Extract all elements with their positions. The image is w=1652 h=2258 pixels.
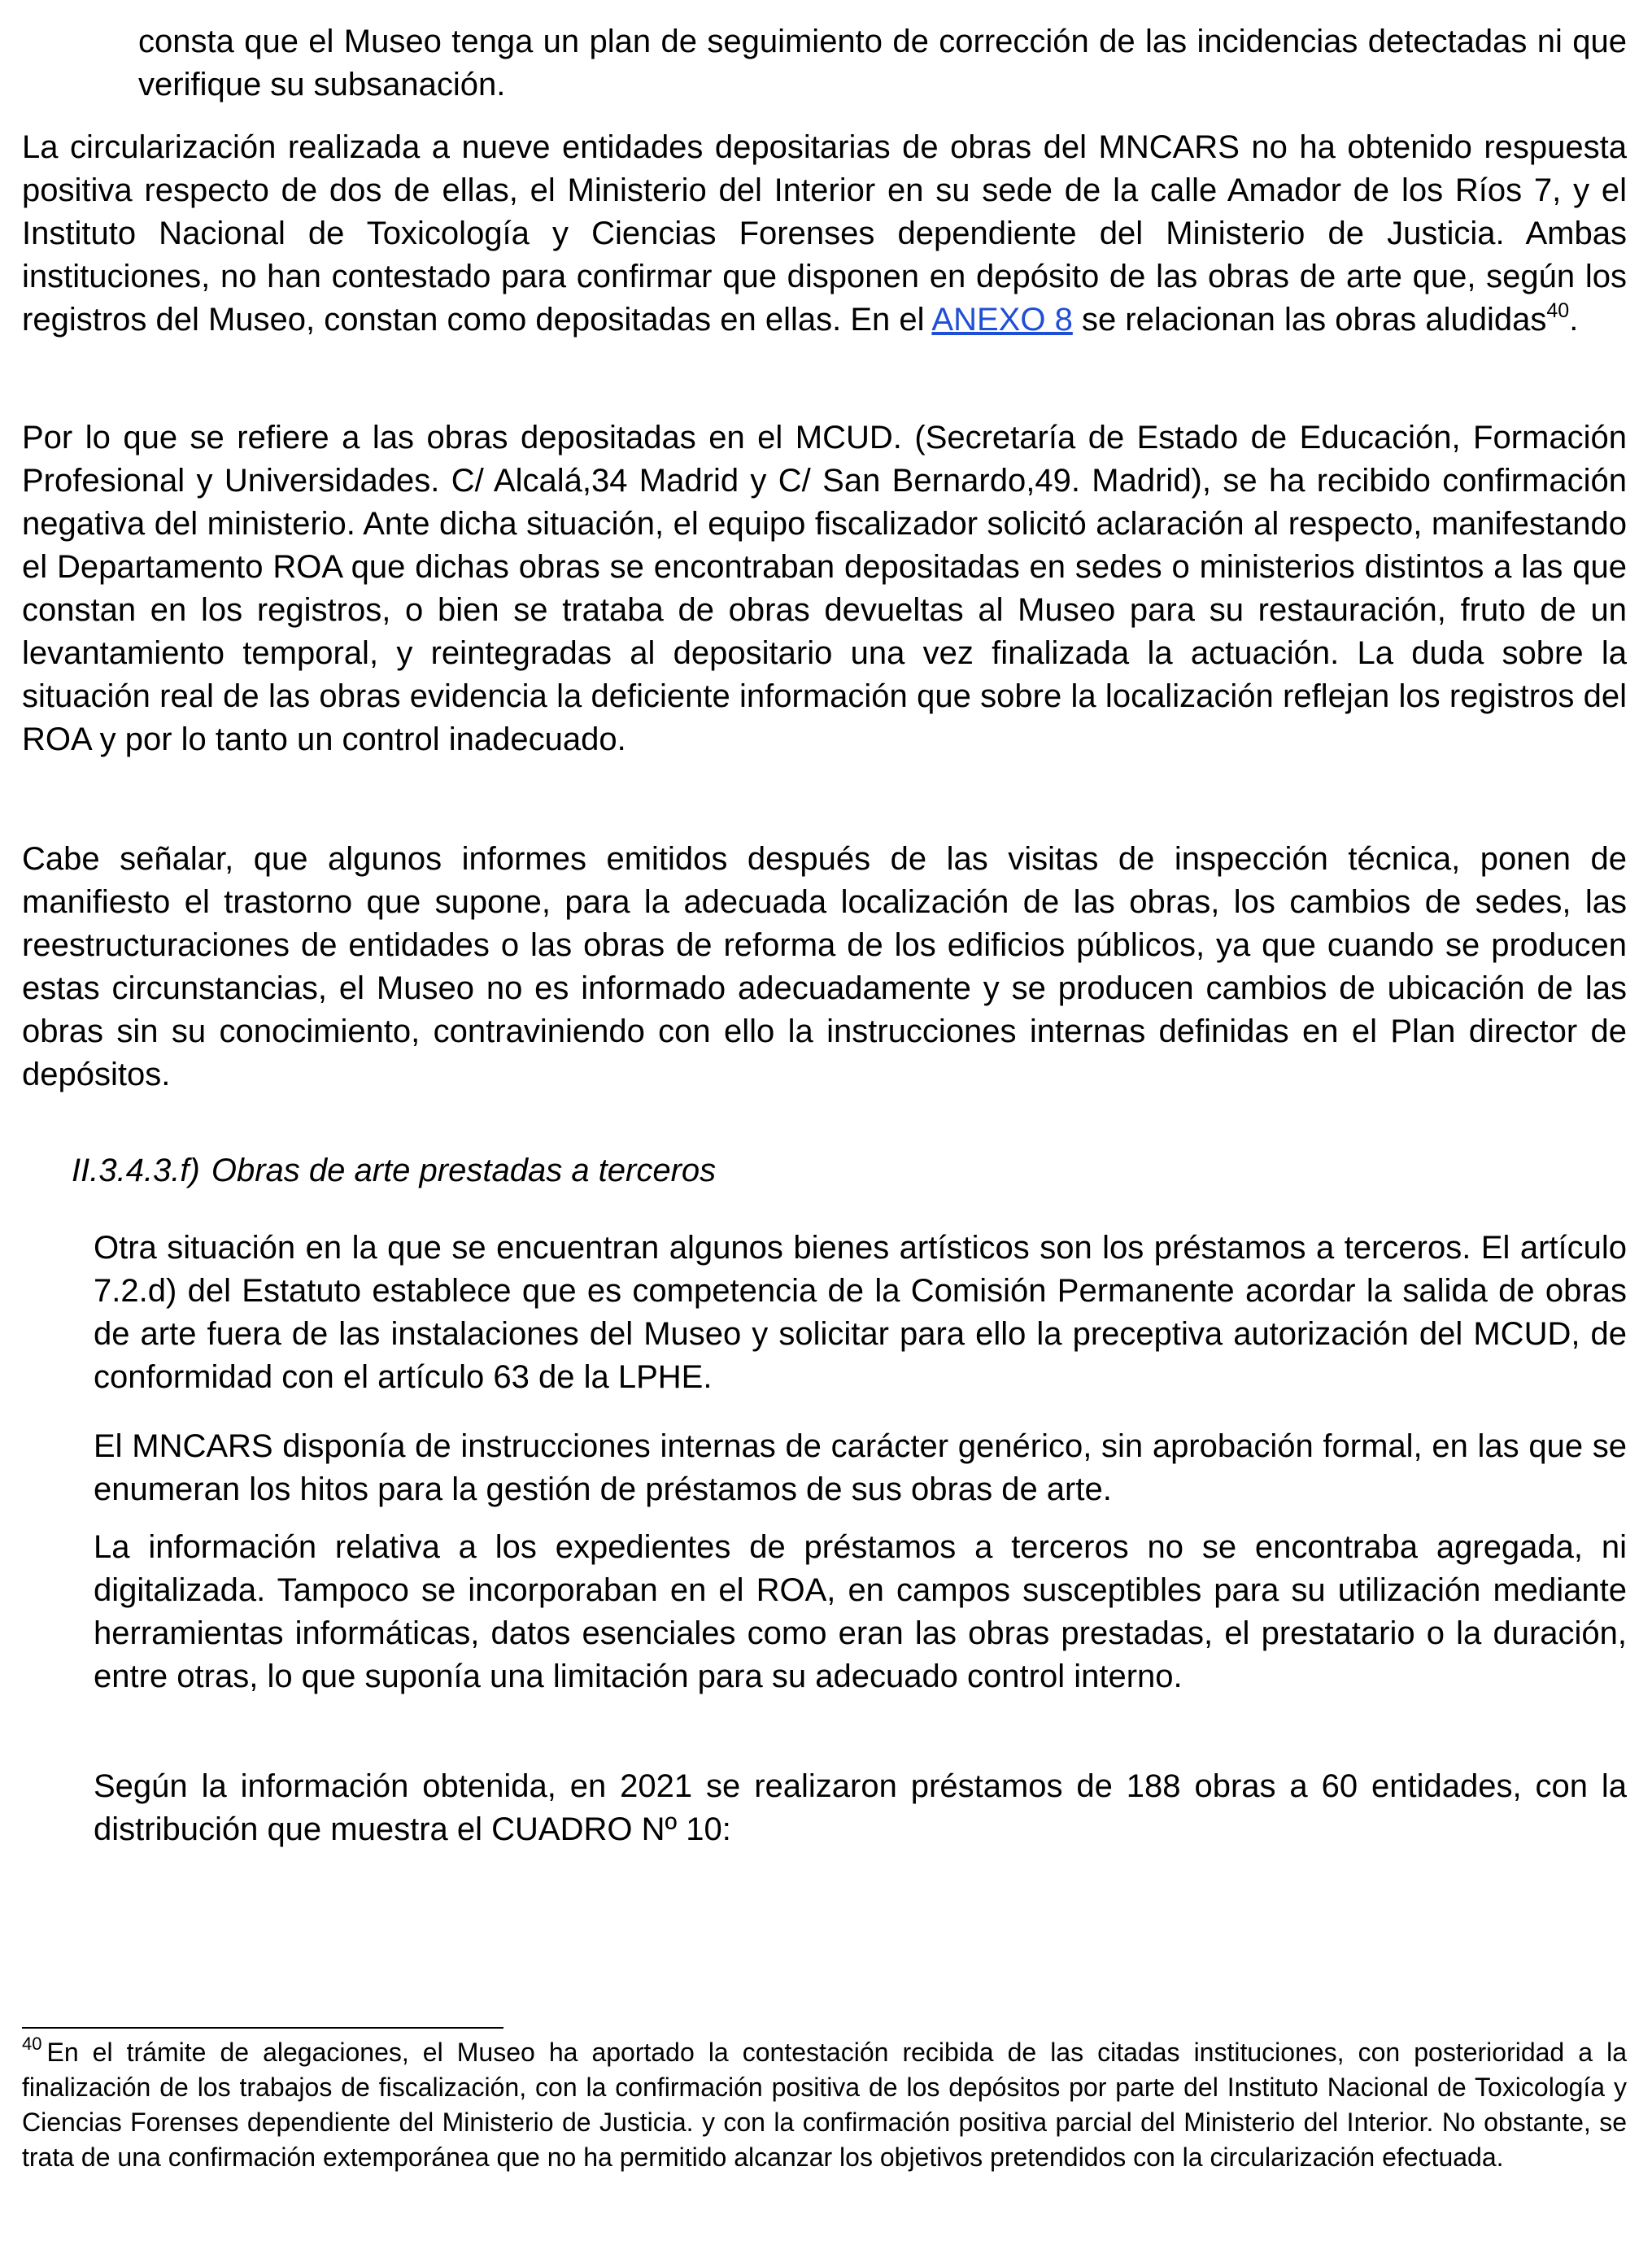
paragraph-mcud-deposits: Por lo que se refiere a las obras depositadas en el MCUD. (Secretaría de Estado de Educación, Formación Profesional y Universidades. C/ Alcalá,34 Madrid y C/ San Bernardo,49. Madrid), se ha recibido confirmación negativa del ministerio. Ante dicha situación, el equipo fiscalizador solicitó aclaración al respecto, manifestando el Departamento ROA que dichas obras se encontraban depositadas en sedes o ministerios distintos a las que constan en los registros, o bien se trataba de obras devueltas al Museo para su restauración, fruto de un levantamiento temporal, y reintegradas al depositario una vez finalizada la actuación. La duda sobre la situación real de las obras evidencia la deficiente información que sobre la localización reflejan los registros del ROA y por lo tanto un control inadecuado. bbox=[22, 420, 1627, 757]
annex-8-link[interactable]: ANEXO 8 bbox=[931, 302, 1073, 338]
footnote-divider bbox=[22, 2027, 503, 2029]
footnote-text: En el trámite de alegaciones, el Museo ha aportado la contestación recibida de las citadas instituciones, con posterioridad a la finalización de los trabajos de fiscalización, con la confirmación positiva de los depósitos por parte del Instituto Nacional de Toxicología y Ciencias Forenses dependiente del Ministerio de Justicia. y con la confirmación positiva parcial del Ministerio del Interior. No obstante, se trata de una confirmación extemporánea que no ha permitido alcanzar los objetivos pretendidos con la circularización efectuada. bbox=[22, 2038, 1627, 2172]
section-number: II.3.4.3.f) bbox=[72, 1153, 200, 1188]
footnote bbox=[22, 2035, 1627, 2175]
footnote-reference[interactable]: 40 bbox=[1546, 299, 1570, 322]
paragraph-continuation: consta que el Museo tenga un plan de seguimiento de corrección de las incidencias detectadas ni que verifique su subsanación. bbox=[138, 24, 1627, 102]
paragraph-text: La circularización realizada a nueve entidades depositarias de obras del MNCARS no ha obtenido respuesta positiva respecto de dos de ellas, el Ministerio del Interior en su sede de la calle Amador de los Ríos 7, y el Instituto Nacional de Toxicología y Ciencias Forenses dependiente del Ministerio de Justicia. Ambas instituciones, no han contestado para confirmar que disponen en depósito de las obras de arte que, según los registros del Museo, constan como depositadas en ellas. En el bbox=[22, 129, 1627, 338]
paragraph-loan-statistics: Según la información obtenida, en 2021 se realizaron préstamos de 188 obras a 60 entidades, con la distribución que muestra el CUADRO Nº 10: bbox=[94, 1768, 1627, 1847]
paragraph-internal-instructions: El MNCARS disponía de instrucciones internas de carácter genérico, sin aprobación formal, en las que se enumeran los hitos para la gestión de préstamos de sus obras de arte. bbox=[94, 1428, 1627, 1507]
paragraph-text: se relacionan las obras aludidas bbox=[1072, 302, 1547, 338]
paragraph-circularization bbox=[22, 126, 1627, 342]
paragraph-inspection-reports: Cabe señalar, que algunos informes emitidos después de las visitas de inspección técnica, ponen de manifiesto el trastorno que supone, para la adecuada localización de las obras, los cambios de sedes, las reestructuraciones de entidades o las obras de reforma de los edificios públicos, ya que cuando se producen estas circunstancias, el Museo no es informado adecuadamente y se producen cambios de ubicación de las obras sin su conocimiento, contraviniendo con ello la instrucciones internas definidas en el Plan director de depósitos. bbox=[22, 841, 1627, 1092]
paragraph-loans-intro: Otra situación en la que se encuentran algunos bienes artísticos son los préstamos a terceros. El artículo 7.2.d) del Estatuto establece que es competencia de la Comisión Permanente acordar la salida de obras de arte fuera de las instalaciones del Museo y solicitar para ello la preceptiva autorización del MCUD, de conformidad con el artículo 63 de la LPHE. bbox=[94, 1230, 1627, 1395]
section-title: Obras de arte prestadas a terceros bbox=[211, 1153, 717, 1188]
footnote-number: 40 bbox=[22, 2034, 42, 2054]
paragraph-text: . bbox=[1569, 302, 1579, 338]
section-heading bbox=[72, 1149, 716, 1192]
paragraph-loan-records: La información relativa a los expedientes de préstamos a terceros no se encontraba agregada, ni digitalizada. Tampoco se incorporaban en el ROA, en campos susceptibles para su utilización mediante herramientas informáticas, datos esenciales como eran las obras prestadas, el prestatario o la duración, entre otras, lo que suponía una limitación para su adecuado control interno. bbox=[94, 1529, 1627, 1694]
